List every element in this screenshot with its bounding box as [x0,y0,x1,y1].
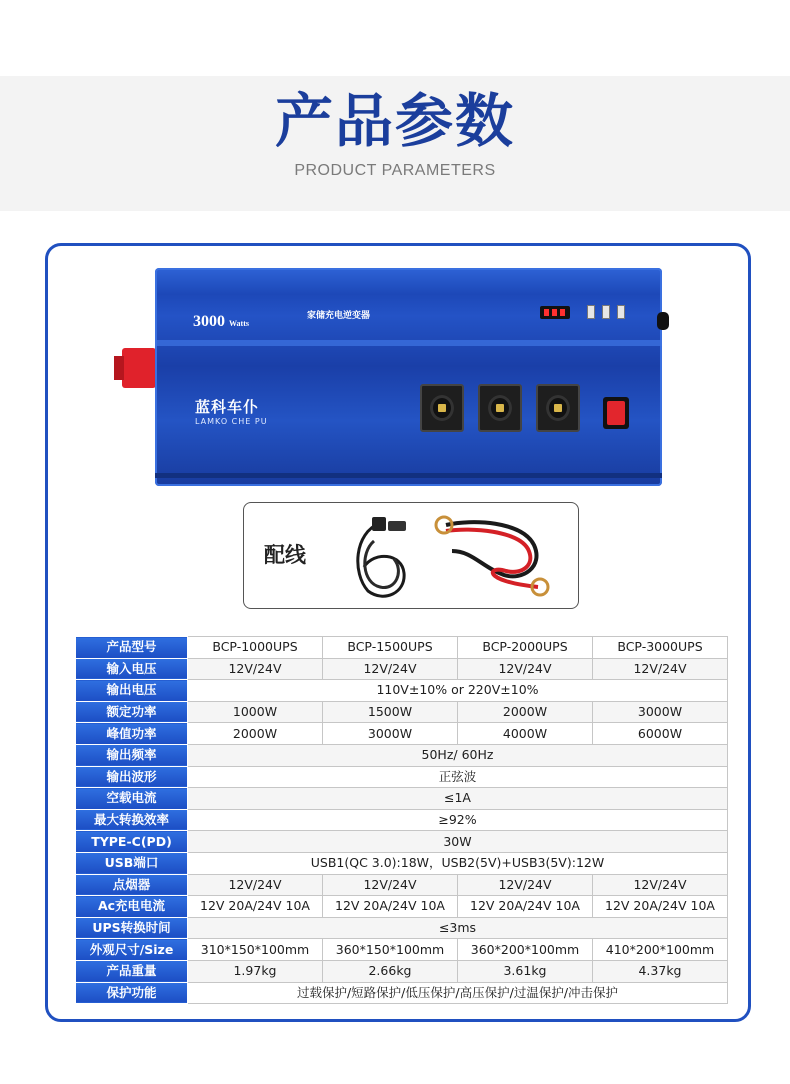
spec-value: BCP-3000UPS [593,637,728,659]
table-row [76,766,728,788]
spec-value: 2000W [188,723,323,745]
spec-value: BCP-1500UPS [323,637,458,659]
table-row [76,723,728,745]
spec-label: 产品重量 [76,960,188,982]
spec-value: 12V/24V [593,658,728,680]
spec-value: 12V/24V [593,874,728,896]
inverter-model-badge [193,313,249,331]
spec-value: 1500W [323,701,458,723]
spec-table [75,636,728,1004]
table-row [76,637,728,659]
spec-value: 2.66kg [323,960,458,982]
usb-port-icon [602,305,610,319]
battery-terminal-clamp-icon [122,348,156,388]
spec-label: 输出频率 [76,744,188,766]
spec-value: 2000W [458,701,593,723]
inverter-brand-en: LAMKO CHE PU [195,417,268,426]
ac-socket-icon [478,384,522,432]
spec-value: BCP-1000UPS [188,637,323,659]
spec-label: 峰值功率 [76,723,188,745]
spec-value: 410*200*100mm [593,939,728,961]
spec-value: 3.61kg [458,960,593,982]
table-row [76,744,728,766]
spec-value: 12V/24V [458,874,593,896]
spec-value: 12V/24V [188,658,323,680]
spec-value: USB1(QC 3.0):18W，USB2(5V)+USB3(5V):12W [188,852,728,874]
table-row [76,680,728,702]
spec-value: 30W [188,831,728,853]
cigarette-socket-icon [657,312,669,330]
inverter-ridge [155,340,662,346]
spec-value: 6000W [593,723,728,745]
table-row [76,809,728,831]
spec-value: 12V 20A/24V 10A [188,896,323,918]
ac-socket-icon [420,384,464,432]
spec-value: 12V 20A/24V 10A [458,896,593,918]
spec-label: 外观尺寸/Size [76,939,188,961]
spec-value: 3000W [593,701,728,723]
spec-value: 12V 20A/24V 10A [323,896,458,918]
spec-value: 正弦波 [188,766,728,788]
spec-label: 保护功能 [76,982,188,1004]
spec-label: 输入电压 [76,658,188,680]
spec-value: 310*150*100mm [188,939,323,961]
spec-value: 1.97kg [188,960,323,982]
table-row [76,852,728,874]
spec-label: 空载电流 [76,788,188,810]
spec-label: Ac充电电流 [76,896,188,918]
spec-value: 12V/24V [188,874,323,896]
spec-label: 输出电压 [76,680,188,702]
spec-value: 4.37kg [593,960,728,982]
spec-value: 360*150*100mm [323,939,458,961]
table-row [76,701,728,723]
spec-value: 过载保护/短路保护/低压保护/高压保护/过温保护/冲击保护 [188,982,728,1004]
led-display-icon [540,306,570,319]
spec-label: 点烟器 [76,874,188,896]
page-title: 产品参数 [274,87,515,155]
table-row [76,658,728,680]
spec-label: USB端口 [76,852,188,874]
usb-port-icon [617,305,625,319]
spec-value: 12V/24V [323,874,458,896]
table-row [76,960,728,982]
accessories-label: 配线 [264,543,306,567]
usb-port-icon [587,305,595,319]
spec-value: 12V/24V [323,658,458,680]
inverter-model-number: 3000 [193,313,225,330]
power-switch-icon [603,397,629,429]
spec-label: UPS转换时间 [76,917,188,939]
spec-value: 50Hz/ 60Hz [188,744,728,766]
spec-value: 3000W [323,723,458,745]
inverter-product-image [155,268,662,486]
spec-label: 输出波形 [76,766,188,788]
spec-value: 12V/24V [458,658,593,680]
inverter-panel-title: 家储充电逆变器 [307,311,371,321]
table-row [76,788,728,810]
battery-cable-icon [432,511,552,601]
spec-label: 最大转换效率 [76,809,188,831]
table-row [76,982,728,1004]
table-row [76,917,728,939]
spec-value: ≥92% [188,809,728,831]
spec-value: ≤3ms [188,917,728,939]
table-row [76,939,728,961]
spec-value: BCP-2000UPS [458,637,593,659]
spec-label: 产品型号 [76,637,188,659]
spec-label: TYPE-C(PD) [76,831,188,853]
spec-label: 额定功率 [76,701,188,723]
table-row [76,831,728,853]
accessories-box [243,502,579,609]
spec-value: ≤1A [188,788,728,810]
inverter-brand-cn: 蓝科车仆 [195,398,260,416]
spec-value: 110V±10% or 220V±10% [188,680,728,702]
inverter-housing [155,268,662,486]
spec-value: 360*200*100mm [458,939,593,961]
spec-value: 12V 20A/24V 10A [593,896,728,918]
inverter-model-unit: Watts [229,319,249,328]
spec-value: 1000W [188,701,323,723]
spec-value: 4000W [458,723,593,745]
table-row [76,874,728,896]
ac-socket-icon [536,384,580,432]
inverter-base [155,473,662,478]
table-row [76,896,728,918]
page-subtitle: PRODUCT PARAMETERS [294,162,496,179]
power-cord-icon [344,513,416,601]
